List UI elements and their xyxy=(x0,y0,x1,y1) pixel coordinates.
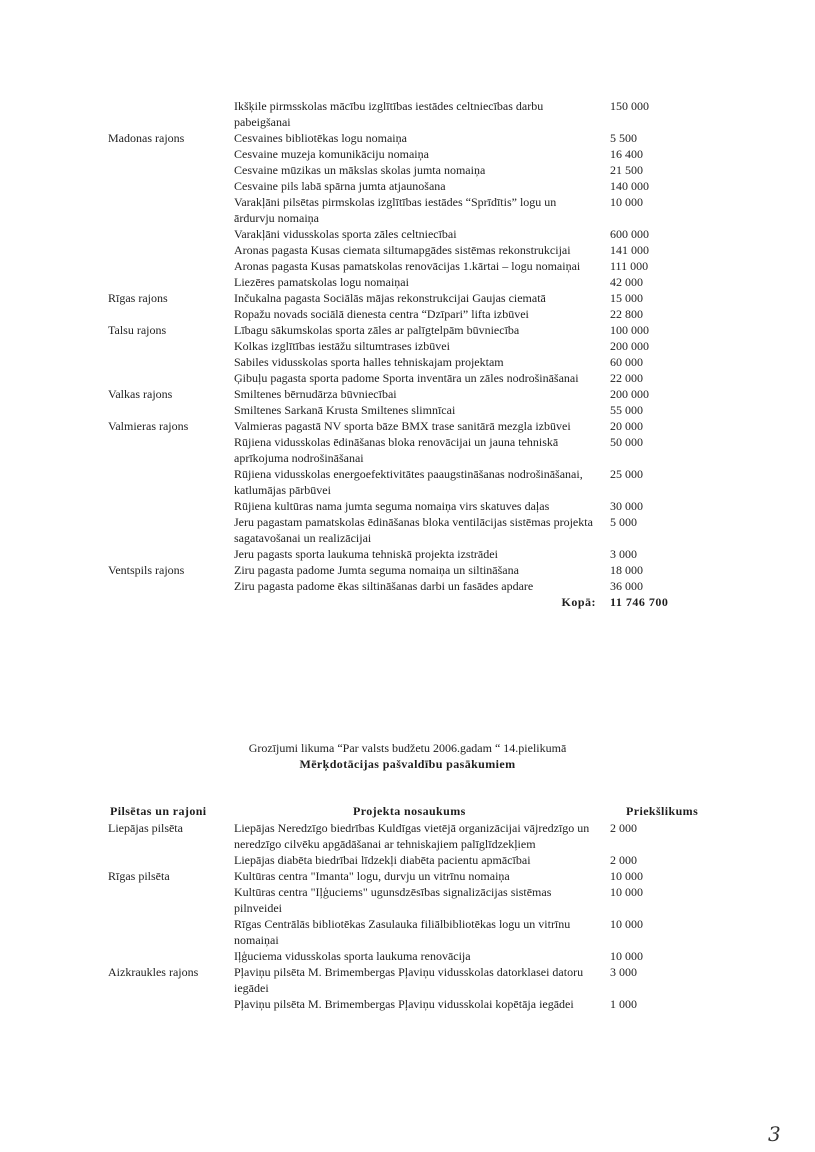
project-cell: Kolkas izglītības iestāžu siltumtrases izbūvei xyxy=(234,339,450,353)
amount-cell: 200 000 xyxy=(610,339,649,353)
project-cell: Smiltenes bērnudārza būvniecībai xyxy=(234,387,397,401)
page-number: 3 xyxy=(768,1122,781,1146)
table-row xyxy=(0,498,815,514)
table-row xyxy=(0,242,815,258)
amount-cell: 100 000 xyxy=(610,323,649,337)
table-row xyxy=(0,162,815,178)
amount-cell: 5 000 xyxy=(610,515,637,529)
section-subtitle: Mērķdotācijas pašvaldību pasākumiem xyxy=(299,757,516,771)
table-row xyxy=(0,274,815,290)
table-row xyxy=(0,964,815,996)
project-cell: Valmieras pagastā NV sporta bāze BMX trase sanitārā mezgla izbūvei xyxy=(234,419,571,433)
table-row xyxy=(0,194,815,226)
amount-cell: 111 000 xyxy=(610,259,649,273)
amount-cell: 21 500 xyxy=(610,163,643,177)
project-cell: Cesvaines bibliotēkas logu nomaiņa xyxy=(234,131,407,145)
amount-cell: 30 000 xyxy=(610,499,643,513)
table-row xyxy=(0,562,815,578)
project-cell: Iļģuciema vidusskolas sporta laukuma renovācija xyxy=(234,949,471,963)
amount-cell: 3 000 xyxy=(610,965,637,979)
project-cell: Cesvaine pils labā spārna jumta atjaunošana xyxy=(234,179,446,193)
project-cell: Varakļāni vidusskolas sporta zāles celtniecībai xyxy=(234,227,457,241)
amount-cell: 2 000 xyxy=(610,821,637,835)
amount-cell: 10 000 xyxy=(610,949,643,963)
region-cell: Ventspils rajons xyxy=(108,563,185,577)
amount-cell: 36 000 xyxy=(610,579,643,593)
project-cell: Pļaviņu pilsēta M. Brimembergas Pļaviņu vidusskolas datorklasei datoru iegādei xyxy=(234,965,584,995)
column-header-project: Projekta nosaukums xyxy=(353,804,466,818)
table-row xyxy=(0,338,815,354)
proposals-table xyxy=(0,820,815,1012)
amount-cell: 16 400 xyxy=(610,147,643,161)
section-title: Grozījumi likuma “Par valsts budžetu 2006.gadam “ 14.pielikumā xyxy=(248,741,567,755)
amount-cell: 22 000 xyxy=(610,371,643,385)
amount-cell: 3 000 xyxy=(610,547,637,561)
table-row xyxy=(0,996,815,1012)
total-value: 11 746 700 xyxy=(610,595,669,609)
amount-cell: 25 000 xyxy=(610,467,643,481)
amount-cell: 60 000 xyxy=(610,355,643,369)
region-cell: Rīgas pilsēta xyxy=(108,869,170,883)
project-cell: Ziru pagasta padome Jumta seguma nomaiņa un siltināšana xyxy=(234,563,519,577)
amount-cell: 10 000 xyxy=(610,885,643,899)
column-header-region: Pilsētas un rajoni xyxy=(110,804,207,818)
table-row xyxy=(0,868,815,884)
table-row xyxy=(0,290,815,306)
table-row xyxy=(0,354,815,370)
amount-cell: 1 000 xyxy=(610,997,637,1011)
region-cell: Valkas rajons xyxy=(108,387,173,401)
table-row xyxy=(0,306,815,322)
table-row xyxy=(0,322,815,338)
project-cell: Inčukalna pagasta Sociālās mājas rekonstrukcijai Gaujas ciematā xyxy=(234,291,546,305)
table-row xyxy=(0,546,815,562)
amount-cell: 2 000 xyxy=(610,853,637,867)
project-cell: Rūjiena vidusskolas energoefektivitātes paaugstināšanas nodrošināšanai, katlumājas pārbūvei xyxy=(234,467,583,497)
project-cell: Ikšķile pirmsskolas mācību izglītības iestādes celtniecības darbu pabeigšanai xyxy=(234,99,544,129)
project-cell: Smiltenes Sarkanā Krusta Smiltenes slimnīcai xyxy=(234,403,456,417)
amount-cell: 55 000 xyxy=(610,403,643,417)
total-row xyxy=(0,594,815,610)
project-cell: Rūjiena kultūras nama jumta seguma nomaiņa virs skatuves daļas xyxy=(234,499,550,513)
project-cell: Varakļāni pilsētas pirmskolas izglītības iestādes “Sprīdītis” logu un ārdurvju nomaiņa xyxy=(234,195,557,225)
table-row xyxy=(0,258,815,274)
table-row xyxy=(0,146,815,162)
column-header-proposal: Priekšlikums xyxy=(626,804,699,818)
amount-cell: 10 000 xyxy=(610,195,643,209)
project-cell: Cesvaine mūzikas un mākslas skolas jumta nomaiņa xyxy=(234,163,486,177)
table-row xyxy=(0,370,815,386)
amount-cell: 141 000 xyxy=(610,243,649,257)
section-header xyxy=(0,740,815,772)
project-cell: Liezēres pamatskolas logu nomaiņai xyxy=(234,275,409,289)
project-cell: Liepājas Neredzīgo biedrības Kuldīgas vietējā organizācijai vājredzīgo un neredzīgo cilvēku apgādāšanai ar tehniskajiem palīglīdzekļiem xyxy=(234,821,590,851)
table-row xyxy=(0,418,815,434)
project-cell: Aronas pagasta Kusas pamatskolas renovācijas 1.kārtai – logu nomaiņai xyxy=(234,259,581,273)
table-row xyxy=(0,820,815,852)
amount-cell: 10 000 xyxy=(610,917,643,931)
project-cell: Sabiles vidusskolas sporta halles tehniskajam projektam xyxy=(234,355,504,369)
region-cell: Madonas rajons xyxy=(108,131,185,145)
table-row xyxy=(0,130,815,146)
project-cell: Rūjiena vidusskolas ēdināšanas bloka renovācijai un jauna tehniskā aprīkojuma nodrošināšanai xyxy=(234,435,559,465)
project-cell: Ziru pagasta padome ēkas siltināšanas darbi un fasādes apdare xyxy=(234,579,534,593)
table-row xyxy=(0,434,815,466)
table-row xyxy=(0,884,815,916)
project-cell: Pļaviņu pilsēta M. Brimembergas Pļaviņu vidusskolai kopētāja iegādei xyxy=(234,997,574,1011)
table-row xyxy=(0,178,815,194)
table-row xyxy=(0,98,815,130)
table-row xyxy=(0,514,815,546)
amount-cell: 600 000 xyxy=(610,227,649,241)
project-cell: Aronas pagasta Kusas ciemata siltumapgādes sistēmas rekonstrukcijai xyxy=(234,243,571,257)
project-cell: Jeru pagasts sporta laukuma tehniskā projekta izstrādei xyxy=(234,547,498,561)
amount-cell: 140 000 xyxy=(610,179,649,193)
project-cell: Jeru pagastam pamatskolas ēdināšanas bloka ventilācijas sistēmas projekta sagatavošanai un realizācijai xyxy=(234,515,593,545)
amount-cell: 50 000 xyxy=(610,435,643,449)
column-headers xyxy=(0,804,815,820)
region-cell: Liepājas pilsēta xyxy=(108,821,183,835)
allocations-table-part1 xyxy=(0,98,815,610)
table-row xyxy=(0,578,815,594)
table-row xyxy=(0,852,815,868)
project-cell: Cesvaine muzeja komunikāciju nomaiņa xyxy=(234,147,429,161)
amount-cell: 200 000 xyxy=(610,387,649,401)
table-row xyxy=(0,948,815,964)
project-cell: Kultūras centra "Iļģuciems" ugunsdzēsības signalizācijas sistēmas pilnveidei xyxy=(234,885,552,915)
project-cell: Kultūras centra "Imanta" logu, durvju un vitrīnu nomaiņa xyxy=(234,869,510,883)
project-cell: Ģibuļu pagasta sporta padome Sporta inventāra un zāles nodrošināšanai xyxy=(234,371,579,385)
table-row xyxy=(0,226,815,242)
project-cell: Liepājas diabēta biedrībai līdzekļi diabēta pacientu apmācībai xyxy=(234,853,531,867)
region-cell: Aizkraukles rajons xyxy=(108,965,199,979)
amount-cell: 20 000 xyxy=(610,419,643,433)
region-cell: Valmieras rajons xyxy=(108,419,189,433)
amount-cell: 22 800 xyxy=(610,307,643,321)
region-cell: Talsu rajons xyxy=(108,323,167,337)
amount-cell: 18 000 xyxy=(610,563,643,577)
amount-cell: 150 000 xyxy=(610,99,649,113)
amount-cell: 42 000 xyxy=(610,275,643,289)
table-row xyxy=(0,402,815,418)
project-cell: Lībagu sākumskolas sporta zāles ar palīgtelpām būvniecība xyxy=(234,323,520,337)
table-row xyxy=(0,466,815,498)
region-cell: Rīgas rajons xyxy=(108,291,168,305)
project-cell: Ropažu novads sociālā dienesta centra “Dzīpari” lifta izbūvei xyxy=(234,307,529,321)
total-label: Kopā: xyxy=(561,595,596,609)
amount-cell: 5 500 xyxy=(610,131,637,145)
table-row xyxy=(0,386,815,402)
amount-cell: 10 000 xyxy=(610,869,643,883)
amount-cell: 15 000 xyxy=(610,291,643,305)
project-cell: Rīgas Centrālās bibliotēkas Zasulauka filiālbibliotēkas logu un vitrīnu nomaiņai xyxy=(234,917,571,947)
table-row xyxy=(0,916,815,948)
